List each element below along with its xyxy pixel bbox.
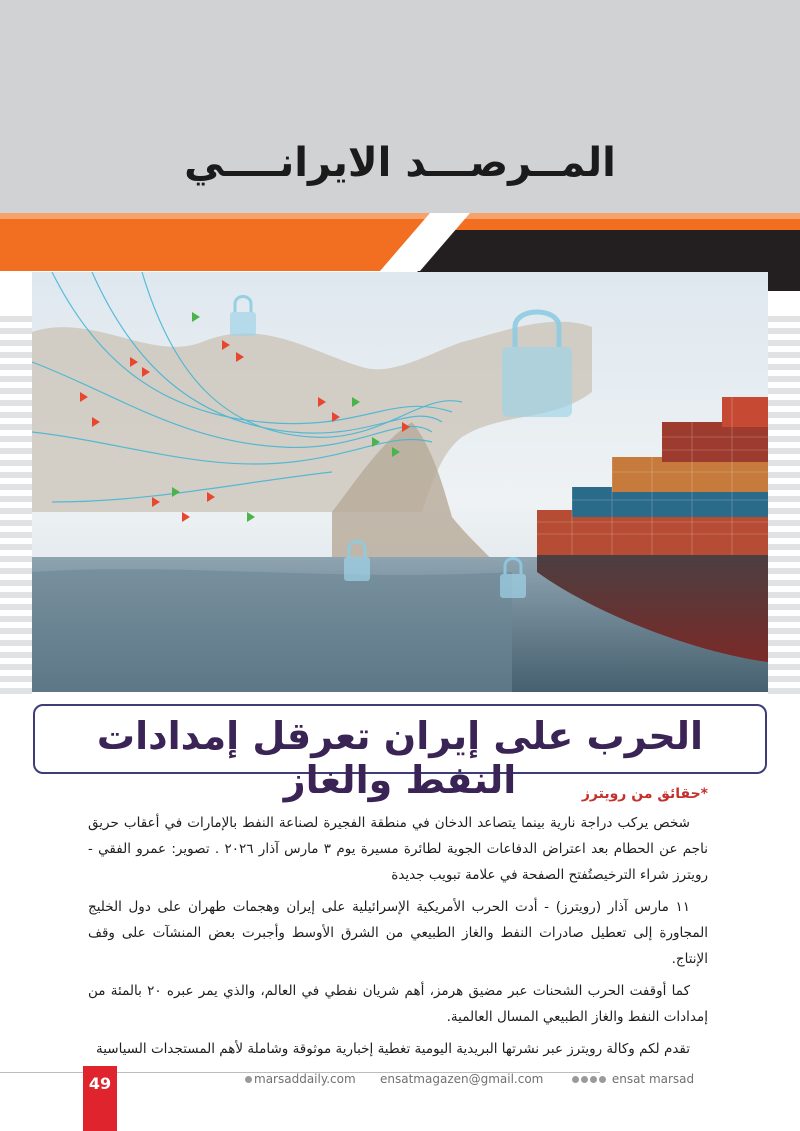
right-side-stripes [768,316,800,696]
page-number: 49 [83,1066,117,1131]
footer-social[interactable] [572,1072,694,1086]
paragraph-4: تقدم لكم وكالة رويترز عبر نشرتها البريدية اليومية تغطية إخبارية موثوقة وشاملة لأهم المستجدات السياسية [95,1041,690,1057]
facebook-icon [572,1076,579,1083]
instagram-icon [590,1076,597,1083]
article-headline: الحرب على إيران تعرقل إمدادات النفط والغاز [96,714,704,802]
website-text: marsaddaily.com [254,1072,356,1086]
paragraph-1: شخص يركب دراجة نارية بينما يتصاعد الدخان في منطقة الفجيرة لصناعة النفط بالإمارات في أعقاب حريق ناجم عن الحطام بعد اعتراض الدفاعات الجوية لطائرة مسيرة يوم ٣ مارس آذار ٢٠٢٦ . تصوير: عمرو الفقي - رويترز شراء الترخيصتُفتح الصفحة في علامة تبويب جديدة [88,815,708,883]
paragraph-3: كما أوقفت الحرب الشحنات عبر مضيق هرمز، أهم شريان نفطي في العالم، والذي يمر عبره ٢٠ بالمئة من إمدادات النفط والغاز الطبيعي المسال العالمية. [88,983,708,1025]
footer-email[interactable]: ensatmagazen@gmail.com [380,1072,544,1086]
paragraph-2: ١١ مارس آذار (رويترز) - أدت الحرب الأمريكية الإسرائيلية على إيران وهجمات طهران على دول الخليج المجاورة إلى تعطيل صادرات النفط والغاز الطبيعي من الشرق الأوسط وأجبرت بعض المنشآت على وقف الإنتاج. [88,899,708,967]
youtube-icon [599,1076,606,1083]
article-body [88,810,708,1068]
hero-image [32,272,768,692]
globe-icon [245,1076,252,1083]
footer-website[interactable] [245,1072,356,1086]
twitter-icon [581,1076,588,1083]
left-side-stripes [0,316,32,696]
section-title: المــرصـــد الايرانــــي [184,140,616,186]
social-handle: ensat marsad [611,1072,695,1086]
article-source: *حقائق من رويترز [581,786,708,802]
